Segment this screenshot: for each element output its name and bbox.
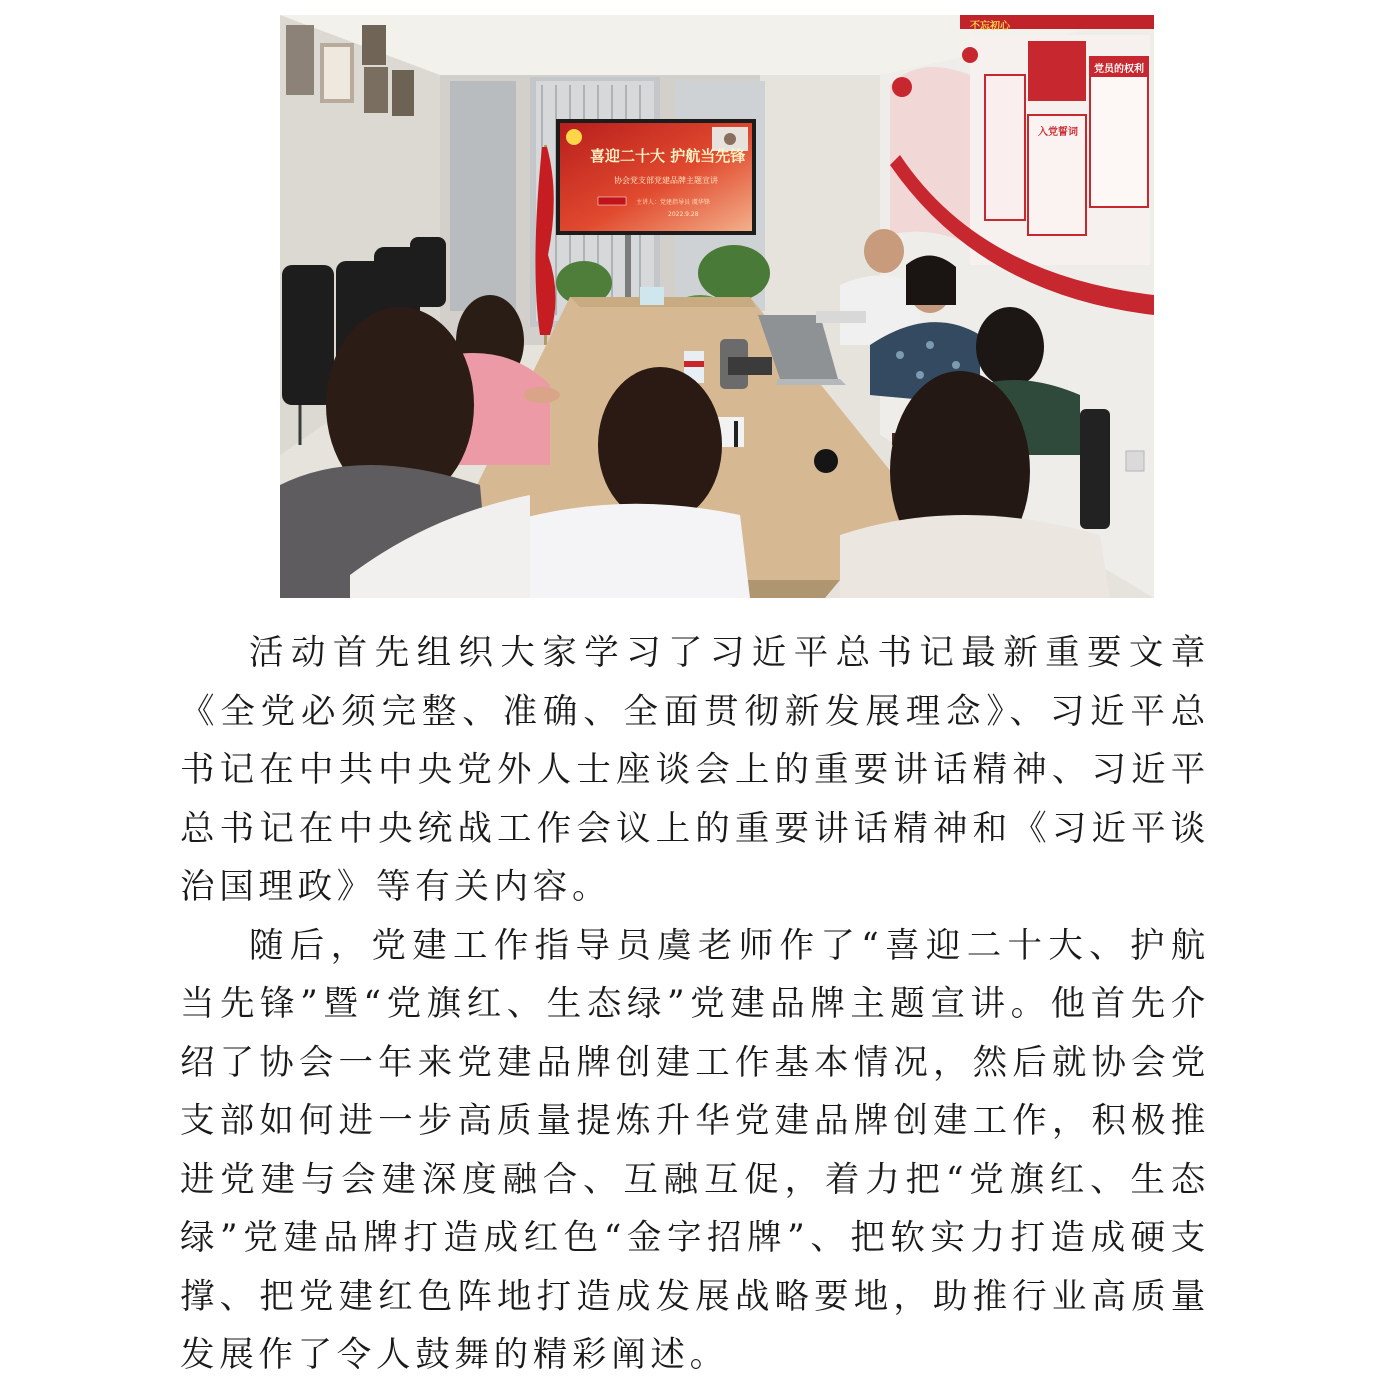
- screen-line-1: 主讲人：党建指导员 虞华锋: [636, 199, 710, 206]
- screen-subtitle: 协会党支部党建品牌主题宣讲: [614, 176, 718, 185]
- wall-panel-oath: 入党誓词: [1038, 127, 1078, 138]
- meeting-photo: [280, 15, 1154, 598]
- wall-slogan: 不忘初心: [970, 21, 1010, 32]
- screen-line-2: 2022.9.28: [668, 211, 699, 218]
- wall-panel-rights: 党员的权利: [1094, 64, 1144, 75]
- screen-title: 喜迎二十大 护航当先锋: [590, 147, 746, 165]
- article-body: [180, 624, 1210, 1385]
- article-paragraph-2: 随后，党建工作指导员虞老师作了“喜迎二十大、护航当先锋”暨“党旗红、生态绿”党建品牌主题宣讲。他首先介绍了协会一年来党建品牌创建工作基本情况，然后就协会党支部如何进一步高质量提炼升华党建品牌创建工作，积极推进党建与会建深度融合、互融互促，着力把“党旗红、生态绿”党建品牌打造成红色“金字招牌”、把软实力打造成硬支撑、把党建红色阵地打造成发展战略要地，助推行业高质量发展作了令人鼓舞的精彩阐述。: [180, 925, 1210, 1375]
- article-paragraph-1: 活动首先组织大家学习了习近平总书记最新重要文章《全党必须完整、准确、全面贯彻新发展理念》、习近平总书记在中共中央党外人士座谈会上的重要讲话精神、习近平总书记在中央统战工作会议上的重要讲话精神和《习近平谈治国理政》等有关内容。: [180, 633, 1210, 907]
